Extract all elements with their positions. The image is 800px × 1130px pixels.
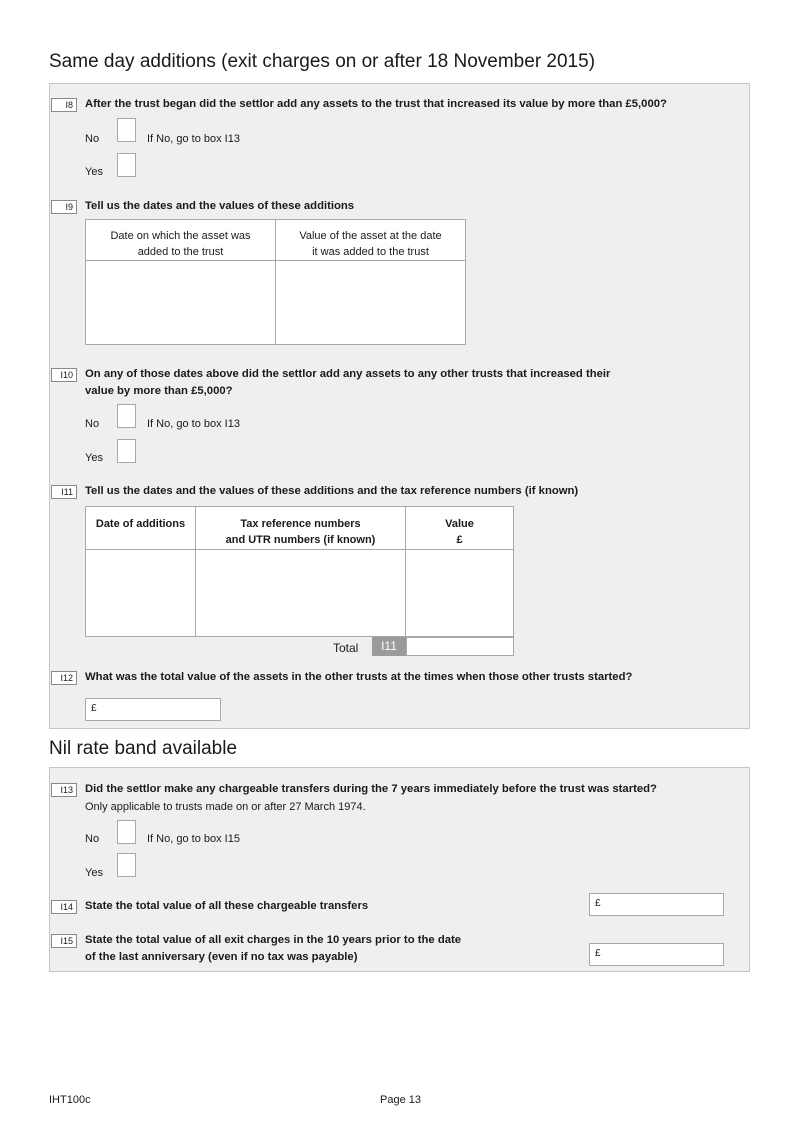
i9-additions-table <box>85 219 466 345</box>
question-number-i10: I10 <box>51 368 77 382</box>
i11-tax-ref-input[interactable] <box>197 551 404 635</box>
i11-header-date: Date of additions <box>95 518 186 530</box>
i11-additions-table <box>85 506 514 637</box>
i14-value-input[interactable]: £ <box>589 893 724 916</box>
question-i15-text-line1: State the total value of all exit charges in the 10 years prior to the date <box>85 934 462 946</box>
question-i15-text-line2: of the last anniversary (even if no tax was payable) <box>85 951 358 963</box>
question-i11-text: Tell us the dates and the values of these additions and the tax reference numbers (if known) <box>85 485 579 497</box>
i8-no-instruction: If No, go to box I13 <box>147 133 240 145</box>
i9-value-input[interactable] <box>277 262 464 343</box>
i9-header-divider <box>86 260 465 261</box>
i13-applicability-note: Only applicable to trusts made on or after 27 March 1974. <box>85 801 366 813</box>
question-i9-text: Tell us the dates and the values of these additions <box>85 200 355 212</box>
i10-no-label: No <box>85 418 100 430</box>
question-number-i15: I15 <box>51 934 77 948</box>
question-number-i8: I8 <box>51 98 77 112</box>
i13-no-checkbox[interactable] <box>117 820 136 844</box>
question-i13-text: Did the settlor make any chargeable transfers during the 7 years immediately before the trust was started? <box>85 783 657 795</box>
i11-value-input[interactable] <box>407 551 512 635</box>
question-i10-text-line2: value by more than £5,000? <box>85 385 233 397</box>
question-number-i13: I13 <box>51 783 77 797</box>
i11-total-label: Total <box>333 641 359 655</box>
i10-yes-checkbox[interactable] <box>117 439 136 463</box>
i12-value-input[interactable]: £ <box>85 698 221 721</box>
question-i8-text: After the trust began did the settlor add any assets to the trust that increased its value by more than £5,000? <box>85 98 667 110</box>
question-i14-text: State the total value of all these chargeable transfers <box>85 900 369 912</box>
i11-header-divider <box>86 549 513 550</box>
i8-yes-label: Yes <box>85 166 103 178</box>
question-number-i12: I12 <box>51 671 77 685</box>
footer-page-number: Page 13 <box>380 1094 421 1106</box>
section-title-nil-rate-band: Nil rate band available <box>49 738 238 759</box>
i11-header-value: Value £ <box>445 518 474 546</box>
footer-form-code: IHT100c <box>49 1094 91 1106</box>
i10-yes-label: Yes <box>85 452 103 464</box>
i11-header-tax-ref: Tax reference numbers and UTR numbers (if known) <box>225 518 376 546</box>
i11-total-input[interactable] <box>406 637 514 656</box>
i11-date-input[interactable] <box>87 551 194 635</box>
i8-yes-checkbox[interactable] <box>117 153 136 177</box>
i9-date-input[interactable] <box>87 262 274 343</box>
i13-yes-checkbox[interactable] <box>117 853 136 877</box>
question-i10-text-line1: On any of those dates above did the settlor add any assets to any other trusts that increased their <box>85 368 611 380</box>
i13-no-label: No <box>85 833 100 845</box>
question-number-i11: I11 <box>51 485 77 499</box>
i10-no-instruction: If No, go to box I13 <box>147 418 240 430</box>
question-number-i9: I9 <box>51 200 77 214</box>
i11-total-badge: I11 <box>372 637 406 656</box>
i9-header-date: Date on which the asset was added to the trust <box>110 230 251 258</box>
i8-no-label: No <box>85 133 100 145</box>
question-i12-text: What was the total value of the assets in the other trusts at the times when those other trusts started? <box>85 671 633 683</box>
i8-no-checkbox[interactable] <box>117 118 136 142</box>
i13-no-instruction: If No, go to box I15 <box>147 833 240 845</box>
i15-value-input[interactable]: £ <box>589 943 724 966</box>
i10-no-checkbox[interactable] <box>117 404 136 428</box>
i13-yes-label: Yes <box>85 867 103 879</box>
section-title-same-day-additions: Same day additions (exit charges on or after 18 November 2015) <box>49 51 596 72</box>
question-number-i14: I14 <box>51 900 77 914</box>
i9-header-value: Value of the asset at the date it was added to the trust <box>299 230 442 258</box>
